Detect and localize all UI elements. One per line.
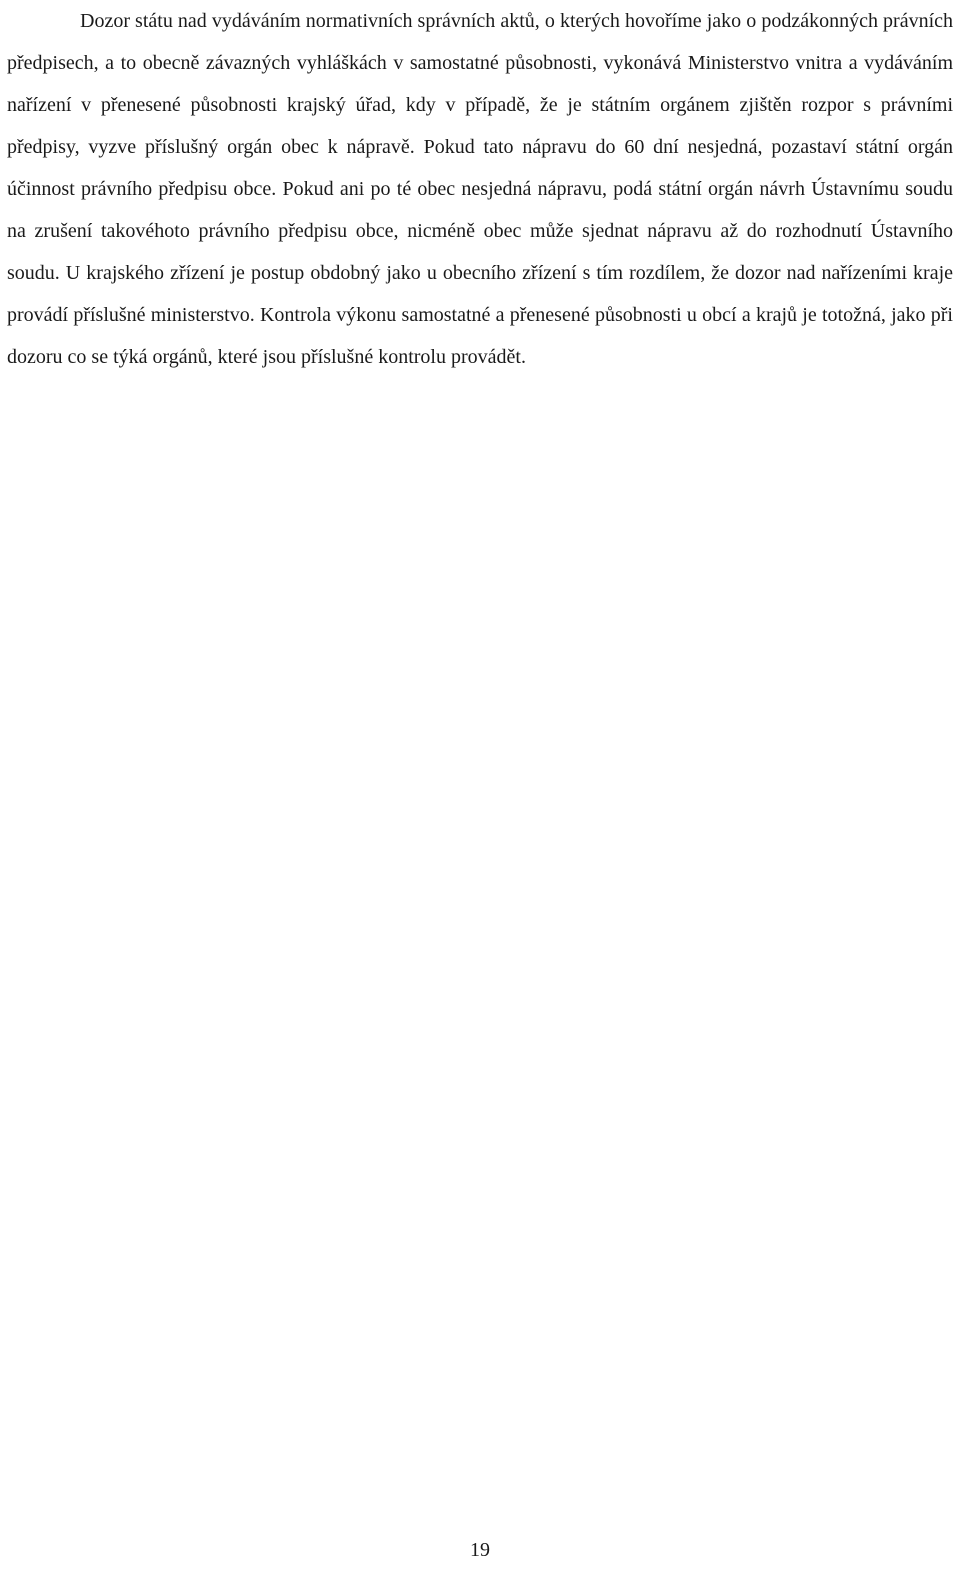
- page-number: 19: [470, 1539, 490, 1561]
- body-paragraph: Dozor státu nad vydáváním normativních správních aktů, o kterých hovoříme jako o podzákonných právních předpisech, a to obecně závazných vyhláškách v samostatné působnosti, vykonává Ministerstvo vnitra a vydáváním nařízení v přenesené působnosti krajský úřad, kdy v případě, že je státním orgánem zjištěn rozpor s právními předpisy, vyzve příslušný orgán obec k nápravě. Pokud tato nápravu do 60 dní nesjedná, pozastaví státní orgán účinnost právního předpisu obce. Pokud ani po té obec nesjedná nápravu, podá státní orgán návrh Ústavnímu soudu na zrušení takovéhoto právního předpisu obce, nicméně obec může sjednat nápravu až do rozhodnutí Ústavního soudu. U krajského zřízení je postup obdobný jako u obecního zřízení s tím rozdílem, že dozor nad nařízeními kraje provádí příslušné ministerstvo. Kontrola výkonu samostatné a přenesené působnosti u obcí a krajů je totožná, jako při dozoru co se týká orgánů, které jsou příslušné kontrolu provádět.: [7, 10, 953, 368]
